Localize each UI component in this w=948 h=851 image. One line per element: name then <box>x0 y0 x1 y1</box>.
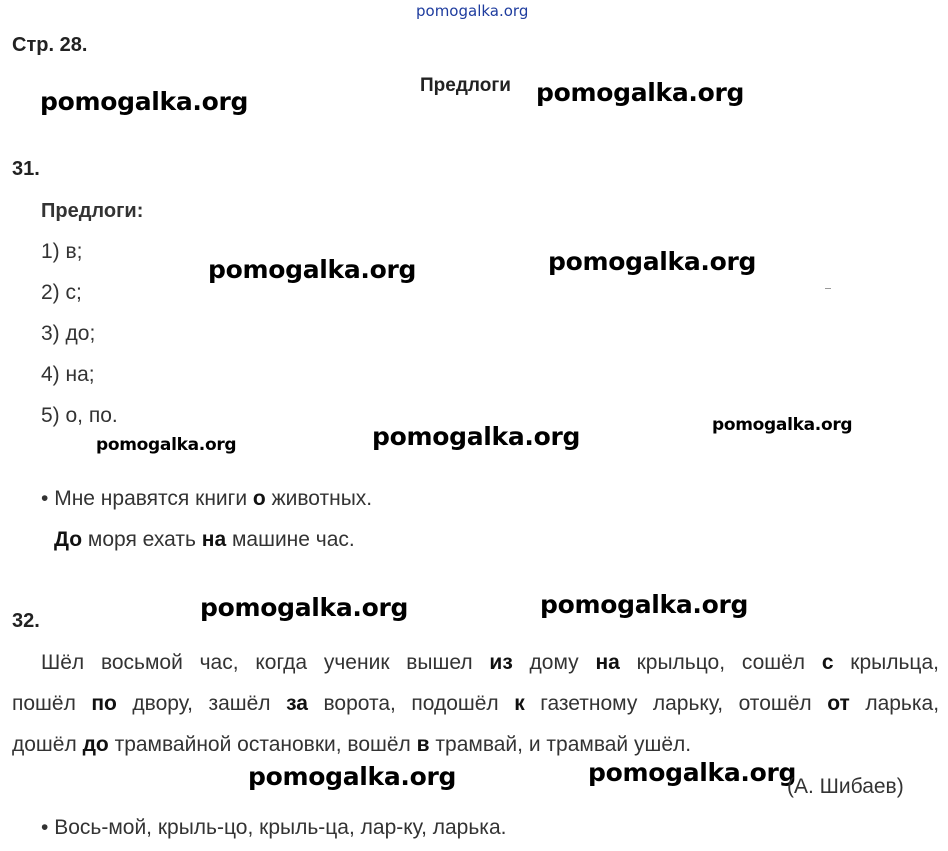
watermark: pomogalka.org <box>208 255 417 284</box>
syllables-text: Вось-мой, крыль-цо, крыль-ца, лар-ку, ларька. <box>54 816 507 839</box>
speck <box>825 288 831 289</box>
preposition: на <box>201 528 227 551</box>
list-item: 4) на; <box>41 363 95 386</box>
text-fragment: газетному ларьку, отошёл <box>540 692 812 715</box>
exercise-title: Предлоги: <box>41 200 144 222</box>
text-fragment: крыльцо, сошёл <box>636 651 806 674</box>
text-fragment: трамвайной остановки, вошёл <box>114 733 411 756</box>
example-sentence <box>41 487 372 511</box>
list-item: 5) о, по. <box>41 404 118 427</box>
text-line <box>12 692 939 716</box>
sentence-text: животных. <box>271 487 373 510</box>
syllable-division <box>41 816 506 840</box>
bullet: • <box>41 816 49 839</box>
preposition: с <box>821 651 834 674</box>
preposition: из <box>489 651 513 674</box>
preposition: в <box>416 733 430 756</box>
preposition: До <box>54 528 83 551</box>
top-watermark: pomogalka.org <box>416 2 529 20</box>
watermark: pomogalka.org <box>588 758 797 787</box>
page-number: Стр. 28. <box>12 34 88 56</box>
watermark: pomogalka.org <box>540 590 749 619</box>
text-fragment: пошёл <box>12 692 76 715</box>
list-item: 1) в; <box>41 240 83 263</box>
text-fragment: Шёл восьмой час, когда ученик вышел <box>41 651 473 674</box>
exercise-number: 31. <box>12 158 40 180</box>
preposition: на <box>595 651 620 674</box>
sentence-text: моря ехать <box>87 528 196 551</box>
text-fragment: дому <box>529 651 579 674</box>
preposition: от <box>827 692 850 715</box>
text-fragment: двору, зашёл <box>132 692 271 715</box>
watermark: pomogalka.org <box>536 78 745 107</box>
bullet: • <box>41 487 49 510</box>
list-item: 2) с; <box>41 281 82 304</box>
text-line <box>41 651 939 675</box>
watermark: pomogalka.org <box>548 247 757 276</box>
preposition: о <box>252 487 266 510</box>
preposition: до <box>82 733 109 756</box>
watermark: pomogalka.org <box>712 415 853 435</box>
text-fragment: трамвай, и трамвай ушёл. <box>435 733 692 756</box>
author: (А. Шибаев) <box>787 775 904 798</box>
page-title: Предлоги <box>420 75 511 96</box>
text-fragment: крыльца, <box>850 651 939 674</box>
watermark: pomogalka.org <box>248 762 457 791</box>
preposition: к <box>514 692 525 715</box>
exercise-number: 32. <box>12 610 40 632</box>
watermark: pomogalka.org <box>96 435 237 455</box>
sentence-text: машине час. <box>231 528 355 551</box>
sentence-text: Мне нравятся книги <box>54 487 248 510</box>
list-item: 3) до; <box>41 322 96 345</box>
example-sentence <box>54 528 355 552</box>
watermark: pomogalka.org <box>372 422 581 451</box>
preposition: по <box>91 692 117 715</box>
text-fragment: ларька, <box>865 692 940 715</box>
text-fragment: дошёл <box>12 733 77 756</box>
preposition: за <box>286 692 308 715</box>
watermark: pomogalka.org <box>200 593 409 622</box>
text-fragment: ворота, подошёл <box>323 692 499 715</box>
text-line <box>12 733 691 757</box>
watermark: pomogalka.org <box>40 87 249 116</box>
